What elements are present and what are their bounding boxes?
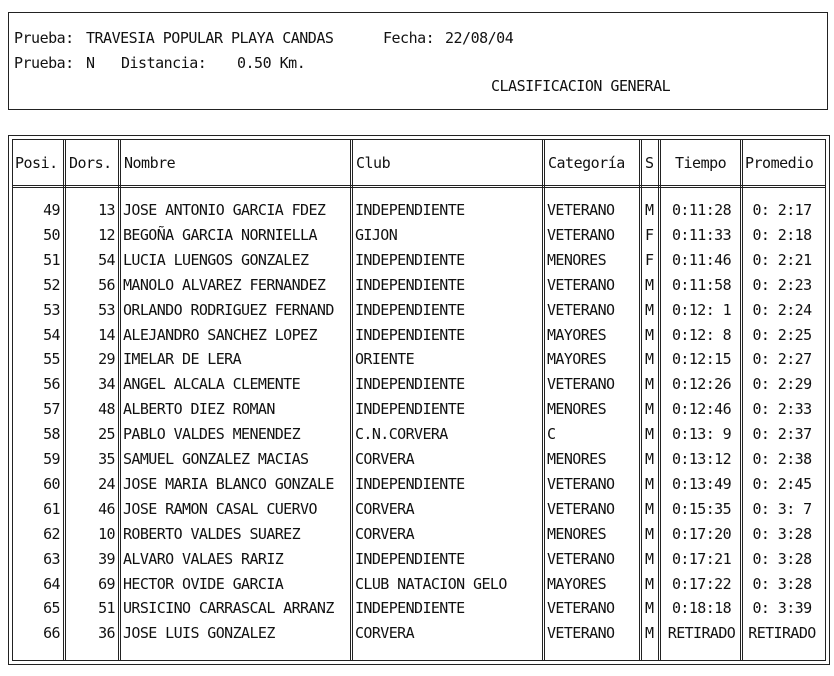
cell-dors: 13 <box>98 201 115 219</box>
table-row <box>13 372 825 397</box>
cell-tiempo: 0:18:18 <box>671 599 731 618</box>
cell-sexo: M <box>645 400 654 419</box>
cell-posi: 62 <box>43 524 60 543</box>
cell-promedio: 0: 3: 7 <box>752 499 812 518</box>
cell-promedio: 0: 3:28 <box>752 574 812 593</box>
cell-nombre: ALVARO VALAES RARIZ <box>123 549 284 568</box>
cell-posi: 63 <box>43 549 60 568</box>
cell-nombre: ALEJANDRO SANCHEZ LOPEZ <box>123 325 317 344</box>
fecha-value: 22/08/04 <box>445 29 514 47</box>
cell-sexo: M <box>645 524 654 543</box>
cell-tiempo: 0:12: 1 <box>671 300 731 319</box>
cell-promedio: 0: 2:33 <box>752 400 812 419</box>
cell-nombre: JOSE LUIS GONZALEZ <box>123 624 275 643</box>
cell-dors: 14 <box>98 325 115 344</box>
cell-categoria: VETERANO <box>547 549 615 568</box>
cell-categoria: VETERANO <box>547 201 615 219</box>
cell-nombre: ORLANDO RODRIGUEZ FERNAND <box>123 300 334 319</box>
cell-club: CORVERA <box>355 624 415 643</box>
cell-nombre: BEGOÑA GARCIA NORNIELLA <box>123 225 317 244</box>
cell-posi: 65 <box>43 599 60 618</box>
cell-promedio: 0: 2:25 <box>752 325 812 344</box>
cell-posi: 49 <box>43 201 60 219</box>
cell-sexo: M <box>645 300 654 319</box>
cell-dors: 10 <box>98 524 115 543</box>
cell-club: C.N.CORVERA <box>355 425 448 444</box>
cell-promedio: 0: 2:24 <box>752 300 812 319</box>
table-row <box>13 621 825 646</box>
cell-sexo: M <box>645 425 654 444</box>
cell-nombre: HECTOR OVIDE GARCIA <box>123 574 284 593</box>
cell-categoria: MENORES <box>547 250 607 269</box>
cell-tiempo: 0:13: 9 <box>671 425 731 444</box>
cell-categoria: MAYORES <box>547 574 607 593</box>
cell-promedio: RETIRADO <box>748 624 816 643</box>
cell-tiempo: 0:12:46 <box>671 400 731 419</box>
cell-dors: 56 <box>98 275 115 294</box>
cell-categoria: VETERANO <box>547 300 615 319</box>
cell-promedio: 0: 2:38 <box>752 450 812 468</box>
cell-sexo: M <box>645 275 654 294</box>
cell-sexo: M <box>645 201 654 219</box>
cell-club: INDEPENDIENTE <box>355 275 465 294</box>
cell-tiempo: 0:15:35 <box>671 499 731 518</box>
cell-nombre: JOSE ANTONIO GARCIA FDEZ <box>123 201 326 219</box>
col-header-nombre: Nombre <box>124 154 176 172</box>
cell-dors: 29 <box>98 350 115 369</box>
cell-posi: 53 <box>43 300 60 319</box>
cell-promedio: 0: 2:21 <box>752 250 812 269</box>
cell-tiempo: 0:11:28 <box>671 201 731 219</box>
cell-posi: 57 <box>43 400 60 419</box>
table-row <box>13 323 825 348</box>
header-separator <box>13 185 825 188</box>
table-row <box>13 596 825 621</box>
cell-categoria: VETERANO <box>547 474 615 493</box>
cell-club: GIJON <box>355 225 398 244</box>
cell-posi: 50 <box>43 225 60 244</box>
cell-dors: 69 <box>98 574 115 593</box>
cell-promedio: 0: 2:18 <box>752 225 812 244</box>
cell-posi: 66 <box>43 624 60 643</box>
cell-tiempo: 0:11:46 <box>671 250 731 269</box>
distancia-label: Distancia: <box>121 54 207 72</box>
cell-posi: 52 <box>43 275 60 294</box>
cell-posi: 64 <box>43 574 60 593</box>
cell-nombre: LUCIA LUENGOS GONZALEZ <box>123 250 309 269</box>
cell-club: CORVERA <box>355 499 415 518</box>
cell-tiempo: 0:13:49 <box>671 474 731 493</box>
cell-categoria: MAYORES <box>547 325 607 344</box>
cell-posi: 59 <box>43 450 60 468</box>
table-row <box>13 397 825 422</box>
cell-categoria: MAYORES <box>547 350 607 369</box>
cell-categoria: VETERANO <box>547 375 615 394</box>
cell-dors: 25 <box>98 425 115 444</box>
cell-tiempo: RETIRADO <box>667 624 736 643</box>
classification-title: CLASIFICACION GENERAL <box>491 77 671 95</box>
cell-sexo: M <box>645 350 654 369</box>
cell-categoria: VETERANO <box>547 599 615 618</box>
cell-club: CORVERA <box>355 450 415 468</box>
cell-categoria: VETERANO <box>547 624 615 643</box>
cell-categoria: VETERANO <box>547 499 615 518</box>
cell-sexo: F <box>645 250 654 269</box>
cell-club: CORVERA <box>355 524 415 543</box>
cell-sexo: F <box>645 225 654 244</box>
cell-posi: 55 <box>43 350 60 369</box>
cell-promedio: 0: 2:29 <box>752 375 812 394</box>
fecha-label: Fecha: <box>383 29 435 47</box>
cell-nombre: ROBERTO VALDES SUAREZ <box>123 524 301 543</box>
table-row <box>13 347 825 372</box>
cell-club: INDEPENDIENTE <box>355 250 465 269</box>
cell-sexo: M <box>645 599 654 618</box>
col-header-promedio: Promedio <box>745 154 814 172</box>
table-row <box>13 223 825 248</box>
cell-tiempo: 0:17:21 <box>671 549 731 568</box>
cell-nombre: PABLO VALDES MENENDEZ <box>123 425 301 444</box>
table-row <box>13 472 825 497</box>
table-row <box>13 522 825 547</box>
cell-sexo: M <box>645 375 654 394</box>
cell-promedio: 0: 2:27 <box>752 350 812 369</box>
cell-posi: 56 <box>43 375 60 394</box>
cell-club: CLUB NATACION GELO <box>355 574 507 593</box>
cell-nombre: URSICINO CARRASCAL ARRANZ <box>123 599 334 618</box>
cell-tiempo: 0:12:26 <box>671 375 731 394</box>
cell-dors: 36 <box>98 624 115 643</box>
cell-tiempo: 0:13:12 <box>671 450 731 468</box>
cell-posi: 51 <box>43 250 60 269</box>
cell-club: INDEPENDIENTE <box>355 400 465 419</box>
cell-tiempo: 0:12: 8 <box>671 325 731 344</box>
cell-club: INDEPENDIENTE <box>355 375 465 394</box>
cell-club: INDEPENDIENTE <box>355 201 465 219</box>
cell-dors: 24 <box>98 474 115 493</box>
cell-promedio: 0: 2:37 <box>752 425 812 444</box>
cell-categoria: MENORES <box>547 524 607 543</box>
cell-dors: 35 <box>98 450 115 468</box>
cell-nombre: IMELAR DE LERA <box>123 350 242 369</box>
cell-posi: 54 <box>43 325 60 344</box>
cell-dors: 54 <box>98 250 115 269</box>
col-header-sexo: S <box>645 154 654 172</box>
cell-tiempo: 0:17:20 <box>671 524 731 543</box>
cell-categoria: VETERANO <box>547 225 615 244</box>
cell-categoria: C <box>547 425 556 444</box>
cell-club: INDEPENDIENTE <box>355 599 465 618</box>
cell-promedio: 0: 2:45 <box>752 474 812 493</box>
cell-nombre: ANGEL ALCALA CLEMENTE <box>123 375 301 394</box>
cell-tiempo: 0:17:22 <box>671 574 731 593</box>
table-row <box>13 298 825 323</box>
race-header <box>8 12 828 110</box>
cell-nombre: SAMUEL GONZALEZ MACIAS <box>123 450 309 468</box>
cell-dors: 53 <box>98 300 115 319</box>
cell-dors: 39 <box>98 549 115 568</box>
cell-sexo: M <box>645 549 654 568</box>
table-row <box>13 447 825 472</box>
prueba2-label: Prueba: <box>14 54 74 72</box>
table-row <box>13 273 825 298</box>
cell-club: INDEPENDIENTE <box>355 300 465 319</box>
col-header-tiempo: Tiempo <box>675 154 727 172</box>
col-header-dors: Dors. <box>69 154 112 172</box>
cell-promedio: 0: 3:28 <box>752 549 812 568</box>
distancia-value: 0.50 Km. <box>237 54 306 72</box>
table-row <box>13 497 825 522</box>
cell-promedio: 0: 3:39 <box>752 599 812 618</box>
cell-categoria: MENORES <box>547 450 607 468</box>
results-table <box>8 135 830 665</box>
cell-tiempo: 0:12:15 <box>671 350 731 369</box>
cell-sexo: M <box>645 574 654 593</box>
cell-categoria: VETERANO <box>547 275 615 294</box>
cell-dors: 51 <box>98 599 115 618</box>
cell-club: INDEPENDIENTE <box>355 549 465 568</box>
col-header-categoria: Categoría <box>548 154 625 172</box>
cell-club: ORIENTE <box>355 350 415 369</box>
cell-club: INDEPENDIENTE <box>355 325 465 344</box>
table-row <box>13 198 825 223</box>
cell-nombre: MANOLO ALVAREZ FERNANDEZ <box>123 275 326 294</box>
cell-sexo: M <box>645 499 654 518</box>
cell-nombre: JOSE MARIA BLANCO GONZALE <box>123 474 334 493</box>
cell-promedio: 0: 2:23 <box>752 275 812 294</box>
cell-sexo: M <box>645 624 654 643</box>
cell-tiempo: 0:11:58 <box>671 275 731 294</box>
table-row <box>13 572 825 597</box>
cell-dors: 12 <box>98 225 115 244</box>
prueba2-value: N <box>86 54 95 72</box>
cell-categoria: MENORES <box>547 400 607 419</box>
cell-sexo: M <box>645 450 654 468</box>
prueba-name: TRAVESIA POPULAR PLAYA CANDAS <box>86 29 334 47</box>
cell-dors: 48 <box>98 400 115 419</box>
cell-posi: 58 <box>43 425 60 444</box>
table-row <box>13 547 825 572</box>
cell-posi: 60 <box>43 474 60 493</box>
cell-sexo: M <box>645 325 654 344</box>
cell-promedio: 0: 3:28 <box>752 524 812 543</box>
col-header-club: Club <box>356 154 391 172</box>
cell-sexo: M <box>645 474 654 493</box>
cell-dors: 46 <box>98 499 115 518</box>
cell-posi: 61 <box>43 499 60 518</box>
cell-dors: 34 <box>98 375 115 394</box>
table-row <box>13 422 825 447</box>
results-table-inner <box>12 139 826 661</box>
cell-tiempo: 0:11:33 <box>671 225 731 244</box>
col-header-posi: Posi. <box>15 154 58 172</box>
table-row <box>13 248 825 273</box>
cell-nombre: JOSE RAMON CASAL CUERVO <box>123 499 317 518</box>
cell-promedio: 0: 2:17 <box>752 201 812 219</box>
prueba-label: Prueba: <box>14 29 74 47</box>
cell-nombre: ALBERTO DIEZ ROMAN <box>123 400 275 419</box>
cell-club: INDEPENDIENTE <box>355 474 465 493</box>
